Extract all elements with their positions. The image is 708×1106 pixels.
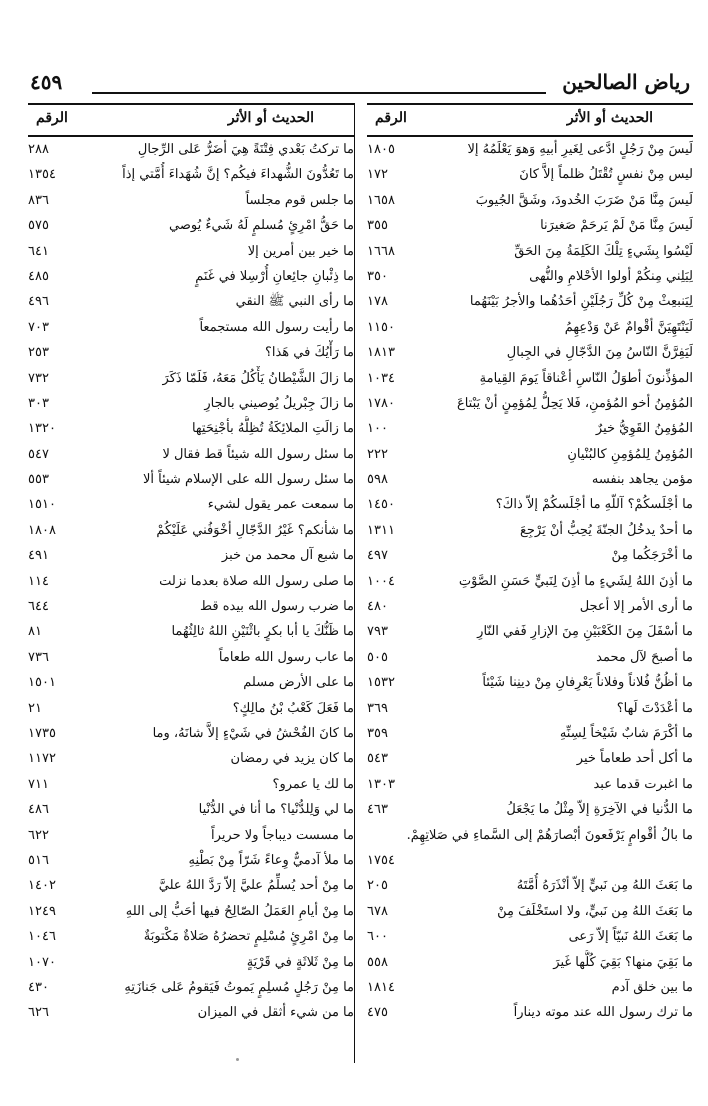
index-row [367,264,693,289]
hadith-number: ١١٥٠ [367,319,395,335]
index-row [28,772,354,797]
index-column-right [367,103,693,1026]
hadith-entry: ما أعْدَدْتَ لَها؟ [616,700,693,716]
hadith-entry: ما على الأرض مسلم [243,675,354,691]
hadith-entry: ما مِنْ ثَلاثَةٍ في قَرْيَةٍ [246,954,354,970]
index-row [28,315,354,340]
index-row [28,746,354,771]
index-rows [367,137,693,1026]
index-row [28,467,354,492]
hadith-number: ٥٤٧ [28,446,49,462]
hadith-number: ١٥١٠ [28,497,56,513]
hadith-entry: ما أذِنَ اللهُ لِشَيءٍ ما أذِنَ لِنَبيٍّ حَسَنِ الصَّوْتِ [458,573,693,589]
index-row [367,188,693,213]
index-row [367,340,693,365]
index-column-left [28,103,354,1026]
index-row [367,315,693,340]
hadith-number: ١٣٢٠ [28,421,56,437]
hadith-entry: ما مِنْ امْرِئٍ مُسْلِمٍ تحضرُهُ صَلاةٌ مَكْتوبَةٌ [143,929,354,945]
index-row [28,289,354,314]
hadith-number: ٧٣٦ [28,649,49,665]
index-row [28,264,354,289]
hadith-entry: ما سمعت عمر يقول لشيء [207,497,354,513]
hadith-entry: ما الدُّنيا في الآخِرَةِ إلاّ مِثْلُ ما يَجْعَلُ [506,802,693,818]
hadith-number: ٧٩٣ [367,624,388,640]
index-row [28,239,354,264]
hadith-number: ١٧٢ [367,167,388,183]
index-row [367,645,693,670]
hadith-entry: ما جلس قوم مجلساً [245,192,354,208]
hadith-entry: ما أرى الأمر إلا أعجل [579,599,693,615]
index-row [367,162,693,187]
hadith-number: ٨٣٦ [28,192,49,208]
hadith-entry: ما أحدٌ يدخُلُ الجنّةَ يُحِبُّ أنْ يَرْجِعَ [519,522,693,538]
index-row [28,696,354,721]
hadith-number: ٨١ [28,624,42,640]
hadith-entry: ما رأى النبي ﷺ النقي [235,294,354,310]
hadith-number: ٣٥٩ [367,725,388,741]
hadith-entry: ما سئل رسول الله على الإسلام شيئاً ألا [142,472,354,488]
index-row [28,137,354,162]
hadith-entry: لَيسَ مِنَّا مَنْ ضَرَبَ الخُدودَ، وشَقَّ الجُيوبَ [475,192,693,208]
hadith-entry: المؤذِّنونَ أطوَلُ النّاسِ أعْناقاً يَومَ القِيامةِ [479,370,693,386]
hadith-entry: ما لك يا عمرو؟ [272,776,354,792]
index-row [367,721,693,746]
hadith-number: ٧٠٣ [28,319,49,335]
hadith-number: ١٠٧٠ [28,954,56,970]
hadith-entry: ما مِنْ أحد يُسلِّمُ عليَّ إلاّ رَدَّ اللهُ عليَّ [158,878,354,894]
index-row [367,823,693,848]
hadith-number: ٣٥٥ [367,218,388,234]
hadith-entry: ما ذِئْبانِ جائِعانِ أُرْسِلا في غَنَمٍ [195,268,354,284]
hadith-entry: لَيسَ مِنْ رَجُلٍ ادَّعى لِغَيرِ أبيهِ وَهوَ يَعْلَمُهُ إلا [467,142,693,157]
hadith-number: ٤٩٧ [367,548,388,564]
index-row [367,594,693,619]
index-row [28,416,354,441]
index-row [28,518,354,543]
hadith-number: ٤٨٦ [28,802,49,818]
hadith-entry: ما أكْرَمَ شابٌ شَيْخاً لِسِنِّهِ [559,725,693,741]
hadith-number: ١٨٠٥ [367,142,395,157]
hadith-number: ١٨١٤ [367,979,395,995]
index-row [28,924,354,949]
hadith-number: ٤٩١ [28,548,49,564]
hadith-entry: ما شبع آل محمد من خبز [221,548,354,564]
hadith-number: ٥٥٨ [367,954,388,970]
index-row [28,569,354,594]
hadith-number: ٥٩٨ [367,472,388,488]
hadith-entry: ما سئل رسول الله شيئاً قط فقال لا [162,446,354,462]
hadith-number: ١٣٥٤ [28,167,56,183]
hadith-entry: مؤمن يجاهد بنفسه [591,472,693,488]
hadith-entry: ما مِنْ أيامِ العَمَلُ الصّالِحُ فيها أحَبُّ إلى اللهِ [125,903,354,919]
index-row [367,619,693,644]
hadith-entry: ما أظُنُّ فُلاناً وفلاناً يَعْرِفانِ مِنْ دينِنا شَيْئاً [482,675,693,691]
hadith-entry: ما زالَ جِبْريلُ يُوصيني بالجارِ [204,395,354,411]
index-row [367,492,693,517]
hadith-number: ١٧٨٠ [367,395,395,411]
index-row [28,823,354,848]
header-rule [92,92,546,94]
column-header [28,103,354,137]
index-row [28,188,354,213]
index-row [367,848,693,873]
index-row [28,543,354,568]
index-row [28,366,354,391]
hadith-entry: لَيسَ مِنَّا مَنْ لَمْ يَرحَمْ صَغيرَنا [540,218,693,234]
index-row [28,975,354,1000]
index-row [28,492,354,517]
hadith-number: ١٥٣٢ [367,675,395,691]
index-row [367,899,693,924]
hadith-number: ٥١٦ [28,852,49,868]
hadith-number: ١٧٨ [367,294,388,310]
index-row [367,239,693,264]
hadith-entry: المُؤمِنُ لِلمُؤمِنِ كالبُنْيانِ [567,446,693,462]
hadith-number: ٤٨٠ [367,599,388,615]
index-row [367,797,693,822]
hadith-entry: ما كانَ الفُحْشُ في شَيْءٍ إلاَّ شانَهُ، وما [152,725,354,741]
print-speck [236,1058,239,1061]
hadith-number: ٧٣٢ [28,370,49,386]
hadith-number: ٥٧٥ [28,218,49,234]
index-row [367,543,693,568]
hadith-entry: ما بَقِيَ منها؟ بَقِيَ كُلُّها غَيرَ [553,954,693,970]
index-row [367,289,693,314]
hadith-entry: ما أخْرَجَكُما مِنْ [611,548,693,564]
index-row [367,213,693,238]
hadith-entry: ما من شيء أثقل في الميزان [197,1005,354,1021]
hadith-entry: ما عاب رسول الله طعاماً [218,649,354,665]
hadith-entry: ما أجْلَسكُمْ؟ آللّهِ ما أجْلَسكُمْ إلاّ ذاكَ؟ [495,497,693,513]
hadith-number: ١٠٤٦ [28,929,56,945]
hadith-entry: ما زالَ الشَّيْطانُ يَأْكُلُ مَعَهُ، فَلَمّا ذَكَرَ [162,370,354,386]
hadith-entry: ما مسست ديباجاً ولا حريراً [211,827,354,843]
index-row [28,442,354,467]
hadith-number: ٣٠٣ [28,395,49,411]
hadith-entry: ما زالَتِ الملائِكَةُ تُظِلُّهُ بأجْنِحَتِها [191,421,354,437]
index-row [28,645,354,670]
index-row [367,416,693,441]
hadith-entry: ليس مِنْ نفسٍ تُقْتَلُ ظلماً إلاَّ كانَ [519,167,693,183]
index-row [28,340,354,365]
hadith-number: ١٧٣٥ [28,725,56,741]
hadith-number: ٣٦٩ [367,700,388,716]
index-row [367,772,693,797]
hadith-entry: ما خير بين أمرين إلا [247,243,354,259]
number-column-label: الرقم [36,110,68,126]
hadith-entry: ما فَعَلَ كَعْبُ بْنُ مالِكٍ؟ [232,700,354,716]
index-row [367,442,693,467]
hadith-number: ٤٨٥ [28,268,49,284]
number-column-label: الرقم [375,110,407,126]
hadith-number: ١٣١١ [367,522,395,538]
hadith-entry: ما لي وَلِلدُّنْيا؟ ما أنا في الدُّنْيا [198,802,354,818]
page-number: ٤٥٩ [30,70,63,94]
index-row [367,366,693,391]
index-row [28,594,354,619]
hadith-number: ١١٧٢ [28,751,56,767]
hadith-entry: ما كان يزيد في رمضان [230,751,354,767]
hadith-entry: ما اغبرت قدما عبد [593,776,693,792]
hadith-entry: ما تَعُدُّونَ الشُّهداءَ فيكُم؟ إنَّ شُهَداءَ أُمَّتي إذاً [122,167,354,183]
hadith-number: ٦٢٢ [28,827,49,843]
index-row [28,162,354,187]
hadith-entry: لَيْسُوا بِشَيءٍ تِلْكَ الكَلِمَةُ مِنَ الحَقِّ [514,243,693,259]
index-row [367,518,693,543]
entry-column-label: الحديث أو الأثر [227,110,314,126]
entry-column-label: الحديث أو الأثر [566,110,653,126]
hadith-entry: ما أسْفَلَ مِنَ الكَعْبَيْنِ مِنَ الإزارِ فَفي النّارِ [477,624,693,640]
index-row [367,873,693,898]
index-row [367,467,693,492]
index-row [367,391,693,416]
hadith-number: ٤٧٥ [367,1005,388,1021]
hadith-number: ١٥٠١ [28,675,56,691]
index-row [28,721,354,746]
hadith-number: ٦٢٦ [28,1005,49,1021]
hadith-number: ١١٤ [28,573,49,589]
hadith-entry: ما ملأ آدميٌّ وِعاءً شَرّاً مِنْ بَطْنِهِ [188,852,354,868]
hadith-entry: ما بَعَثَ اللهُ نَبيّاً إلاّ رَعى [568,929,693,945]
index-row [367,950,693,975]
index-row [28,391,354,416]
hadith-entry: ما أكل أحد طعاماً خير [576,751,693,767]
index-row [367,975,693,1000]
hadith-number: ٤٣٠ [28,979,49,995]
hadith-entry: لَيَنْتَهِيَنَّ أقْوامٌ عَنْ وَدْعِهِمُ [564,319,693,335]
hadith-number: ٢٥٣ [28,345,49,361]
hadith-number: ٣٥٠ [367,268,388,284]
hadith-number: ١٧٥٤ [367,852,395,868]
index-row [367,746,693,771]
hadith-entry: ما ظَنُّكَ يا أبا بكرٍ باثْنَيْنِ اللهُ ثالِثُهُما [171,624,354,640]
hadith-number: ٤٦٣ [367,802,388,818]
hadith-entry: ما رأيت رسول الله مستجمعاً [199,319,354,335]
hadith-entry: ما بَعَثَ اللهُ مِن نَبيٍّ، ولا استَخْلَفَ مِنْ [497,903,693,919]
hadith-entry: المُؤمِنُ أخو المُؤمنِ، فَلا يَحِلُّ لِمُؤمِنٍ أنْ يَبْتاعَ [456,395,693,411]
hadith-number: ١٠٠٤ [367,573,395,589]
hadith-entry: ما شأنكم؟ غَيْرُ الدَّجّالِ أخْوَفُني عَلَيْكُمْ [156,522,354,538]
hadith-number: ٥٤٣ [367,751,388,767]
hadith-entry: ما رَأْيُكَ في هَذا؟ [264,345,354,361]
hadith-number: ١٨١٣ [367,345,395,361]
hadith-number: ٦٠٠ [367,929,388,945]
hadith-number: ٦٤٤ [28,599,49,615]
hadith-entry: ما أصبحَ لآل محمد [596,649,693,665]
hadith-entry: ما حَقُّ امْرِئٍ مُسلمٍ لَهُ شَيءٌ يُوصي [168,218,354,234]
index-row [28,950,354,975]
hadith-entry: ما بَعَثَ اللهُ مِن نَبيٍّ إلاّ أنْذَرَهُ أُمَّتَهُ [516,878,693,894]
index-row [28,797,354,822]
hadith-entry: ما تركتُ بَعْدي فِتْنَةً هِيَ أضَرُّ عَلى الرِّجالِ [137,142,354,157]
hadith-entry: ما بين خلق آدم [611,979,693,995]
hadith-number: ١٦٦٨ [367,243,395,259]
hadith-number: ١٢٤٩ [28,903,56,919]
hadith-number: ٢٨٨ [28,142,49,157]
index-row [367,137,693,162]
index-row [367,670,693,695]
hadith-number: ٢٠٥ [367,878,388,894]
hadith-number: ٥٥٣ [28,472,49,488]
hadith-number: ١٤٠٢ [28,878,56,894]
hadith-entry: ما ترك رسول الله عند موته ديناراً [513,1005,693,1021]
index-row [28,1000,354,1025]
hadith-number: ١٦٥٨ [367,192,395,208]
hadith-number: ٦٧٨ [367,903,388,919]
index-row [367,696,693,721]
hadith-number: ٢١ [28,700,42,716]
hadith-entry: ما صلى رسول الله صلاة بعدما نزلت [159,573,354,589]
index-row [367,569,693,594]
hadith-entry: ما بالُ أقْوامٍ يَرْفَعونَ أبْصارَهُمْ إلى السَّماءِ في صَلاتِهِمْ. [406,827,693,843]
hadith-entry: لَيَفِرَّنَّ النّاسُ مِنَ الدَّجّالِ في الجِبالِ [506,345,693,361]
hadith-number: ٥٠٥ [367,649,388,665]
hadith-number: ١٤٥٠ [367,497,395,513]
index-row [367,924,693,949]
index-row [28,619,354,644]
hadith-number: ١٣٠٣ [367,776,395,792]
hadith-number: ٤٩٦ [28,294,49,310]
index-row [28,899,354,924]
hadith-entry: لِيَنبعِثْ مِنْ كُلِّ رَجُلَيْنِ أحَدُهُما والأجرُ بَيْنَهُما [469,294,693,310]
index-row [367,1000,693,1025]
hadith-entry: لِيَلِني مِنكُمْ أولوا الأحْلامِ والنُّهى [529,268,693,284]
column-header [367,103,693,137]
index-rows [28,137,354,1026]
index-row [28,848,354,873]
index-row [28,873,354,898]
index-row [28,670,354,695]
hadith-number: ١٠٣٤ [367,370,395,386]
hadith-number: ١٠٠ [367,421,388,437]
book-title: رياض الصالحين [562,70,690,94]
hadith-entry: ما مِنْ رَجُلٍ مُسلِمٍ يَموتُ فَيَقومُ عَلى جَنازَتِهِ [124,979,354,995]
hadith-number: ٧١١ [28,776,49,792]
hadith-number: ٦٤١ [28,243,49,259]
hadith-number: ٢٢٢ [367,446,388,462]
column-divider [354,103,355,1063]
hadith-entry: ما ضرب رسول الله بيده قط [200,599,354,615]
index-row [28,213,354,238]
hadith-number: ١٨٠٨ [28,522,56,538]
hadith-entry: المُؤمِنُ القَوِيُّ خيرٌ [595,421,693,437]
